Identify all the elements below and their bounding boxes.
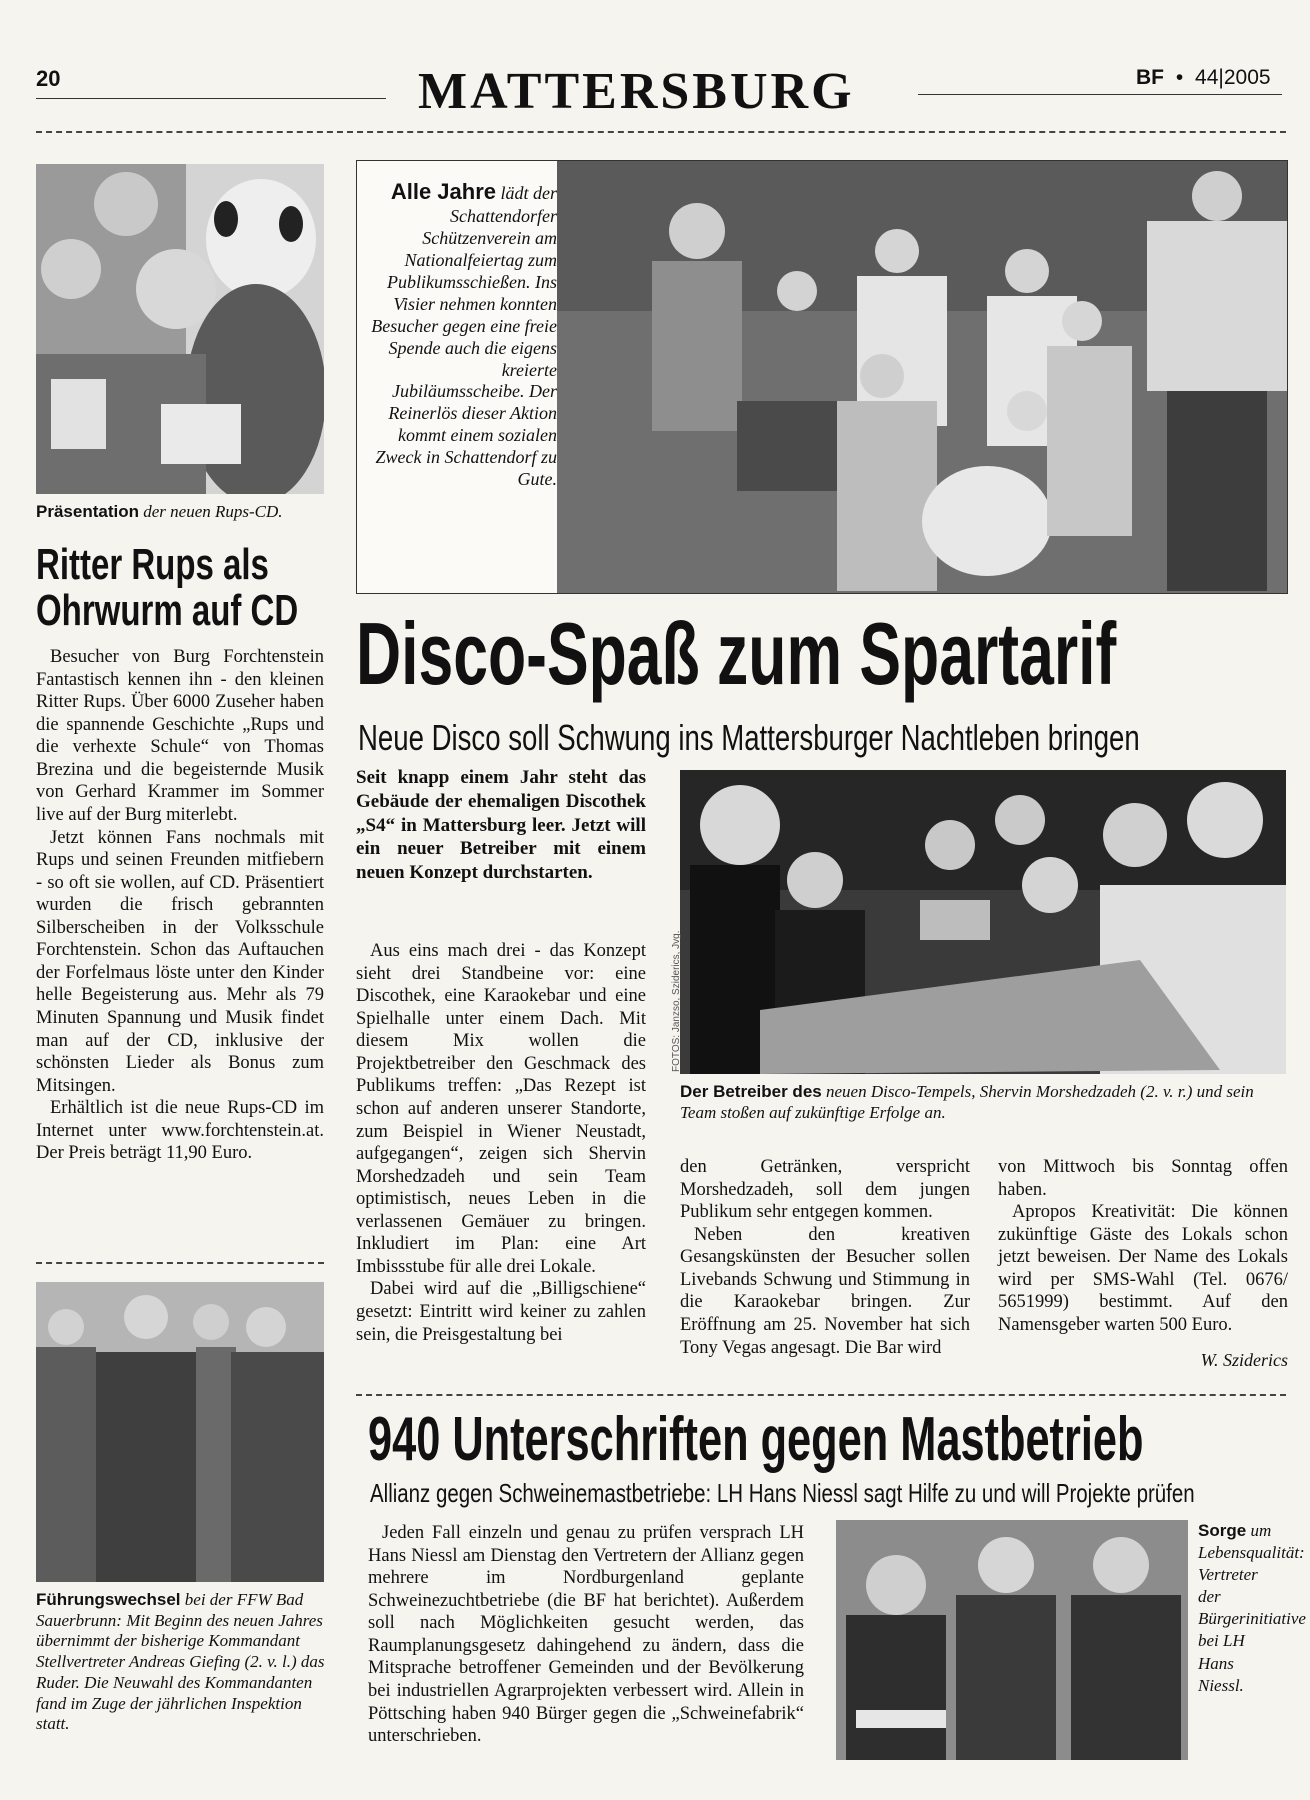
disco-headline: Disco-Spaß zum Spartarif [356, 604, 1117, 703]
mast-caption-text: um Lebensqualität: Vertreter der Bürgerinitiative bei LH Hans Niessl. [1198, 1521, 1306, 1695]
schuetzen-photo [557, 161, 1287, 593]
disco-caption-text: neuen Disco-Tempels, Shervin Morshedzadeh (2. v. r.) und sein Team stoßen auf zukünftige Erfolge an. [680, 1082, 1254, 1122]
rups-paragraph: Besucher von Burg Forchtenstein Fantastisch kennen ihn - den kleinen Ritter Rups. Über 6000 Zuseher haben die spannende Geschichte „Rups und die verhexte Schule“ von Thomas Brezina und die begeisternde Musik von Gerhard Krammer im Sommer live auf der Burg miterlebt. [36, 647, 324, 825]
disco-caption-lead: Der Betreiber des [680, 1082, 822, 1101]
disco-caption [680, 1082, 1286, 1123]
mast-paragraph: Jeden Fall einzeln und genau zu prüfen versprach LH Hans Niessl am Dienstag den Vertretern der Allianz gegen mehrere im Nordburgenland geplante Schweinezuchtbetriebe (die BF hat berichtet). Außerdem soll nach Möglichkeiten gesucht werden, das Raumplanungsgesetz dahingehend zu ändern, dass die Mitsprache betroffener Gemeinden und der Bevölkerung bei industriellen Agrarprojekten verbessert wird. Allein in Pöttsching haben 940 Bürger gegen die „Schweinefabrik“ unterschrieben. [368, 1523, 804, 1747]
ffw-caption-lead: Führungswechsel [36, 1590, 181, 1609]
schuetzen-caption [367, 179, 557, 491]
header-divider [36, 131, 1286, 133]
rups-headline-line1: Ritter Rups als [36, 540, 269, 589]
disco-paragraph: Aus eins mach drei - das Konzept sieht drei Standbeine vor: eine Discothek, eine Karaokebar und eine Spielhalle unter einem Dach. Mit diesem Mix wollen die Projektbetreiber den Geschmack des Publikums treffen: „Das Rezept ist schon auf anderen unserer Standorte, zum Beispiel in Wiener Neustadt, aufgegangen“, zeigen sich Shervin Morshedzadeh und sein Team optimistisch, neues Leben in die verlassenen Gemäuer zu bringen. Inkludiert im Plan: eine Art Imbissstube für alle drei Lokale. [356, 941, 646, 1277]
ffw-caption [36, 1590, 326, 1735]
mast-body [368, 1522, 804, 1748]
disco-photo [680, 770, 1286, 1074]
disco-col1 [356, 940, 646, 1346]
rups-paragraph: Erhältlich ist die neue Rups-CD im Internet unter www.forchtenstein.at. Der Preis beträgt 11,90 Euro. [36, 1098, 324, 1164]
left-divider [36, 1262, 324, 1264]
disco-author: W. Sziderics [1200, 1350, 1288, 1370]
mast-photo [836, 1520, 1188, 1760]
rups-caption-text: der neuen Rups-CD. [143, 502, 283, 521]
header-rule-right [918, 94, 1282, 95]
mast-caption [1198, 1520, 1306, 1697]
disco-lead: Seit knapp einem Jahr steht das Gebäude der ehemaligen Discothek „S4“ in Mattersburg leer. Jetzt will ein neuer Betreiber mit einem neuen Konzept durchstarten. [356, 767, 646, 883]
page-number: 20 [36, 66, 61, 91]
mast-headline: 940 Unterschriften gegen Mastbetrieb [368, 1405, 1144, 1474]
disco-photo-credit: FOTOS: Janzso, Sziderics, Jvg. [671, 930, 682, 1072]
rups-caption [36, 502, 336, 523]
disco-paragraph: den Getränken, verspricht Morshedzadeh, soll dem jungen Publikum sehr entgegen kommen. [680, 1157, 970, 1223]
rups-article-body [36, 646, 324, 1165]
schuetzen-caption-text: lädt der Schattendorfer Schützenverein am Nationalfeiertag zum Publikumsschießen. Ins Visier nehmen konnten Besucher gegen eine freie Spende auch die eigens kreierte Jubiläumsscheibe. Der Reinerlös dieser Aktion kommt einem sozialen Zweck in Schattendorf zu Gute. [371, 183, 557, 490]
disco-paragraph: von Mittwoch bis Sonntag offen haben. [998, 1157, 1288, 1200]
issue-block [1136, 66, 1271, 90]
rups-caption-lead: Präsentation [36, 502, 139, 521]
disco-paragraph: Dabei wird auf die „Billigschiene“ gesetzt: Eintritt wird keiner zu zahlen sein, die Preisgestaltung bei [356, 1279, 646, 1345]
section-title: MATTERSBURG [418, 63, 855, 120]
mast-subheadline: Allianz gegen Schweinemastbetriebe: LH Hans Niessl sagt Hilfe zu und will Projekte prüfen [370, 1478, 1195, 1508]
mast-caption-lead: Sorge [1198, 1521, 1247, 1540]
schuetzen-box [356, 160, 1288, 594]
brand-label: BF [1136, 66, 1164, 89]
rups-paragraph: Jetzt können Fans nochmals mit Rups und seinen Freunden mitfiebern - so oft sie wollen, auf CD. Präsentiert wurden die frisch gebrannten Silberscheiben in der Volksschule Forchtenstein. Schon das Auftauchen der Forfelmaus löste unter den Kinder helle Begeisterung aus. Mehr als 79 Minuten Spannung und Musik findet man auf der CD, inklusive der schönsten Lieder als Bonus zum Mitsingen. [36, 827, 324, 1096]
ffw-caption-text: bei der FFW Bad Sauerbrunn: Mit Beginn des neuen Jahres übernimmt der bisherige Kommandant Stellvertreter Andreas Giefing (2. v. l.) das Ruder. Die Neuwahl des Kommandanten fand im Zuge der jährlichen Inspektion statt. [36, 1590, 325, 1734]
issue-number: 44|2005 [1195, 66, 1271, 89]
bullet: • [1175, 66, 1184, 89]
disco-paragraph: Neben den kreativen Gesangskünsten der Besucher sollen Livebands Schwung und Stimmung in die Karaokebar bringen. Zur Eröffnung am 25. November hat sich Tony Vegas angesagt. Die Bar wird [680, 1224, 970, 1358]
disco-subheadline: Neue Disco soll Schwung ins Mattersburger Nachtleben bringen [358, 717, 1140, 758]
header-rule-left [36, 98, 386, 99]
middle-divider [356, 1394, 1286, 1396]
ffw-photo [36, 1282, 324, 1582]
schuetzen-caption-lead: Alle Jahre [390, 179, 496, 204]
rups-cd-photo [36, 164, 324, 494]
rups-headline [36, 542, 298, 634]
rups-headline-line2: Ohrwurm auf CD [36, 586, 299, 635]
disco-col3 [998, 1156, 1288, 1337]
disco-paragraph: Apropos Kreativität: Die können zukünftige Gäste des Lokals schon jetzt beweisen. Der Name des Lokals wird per SMS-Wahl (Tel. 0676/ 5651999) bestimmt. Auf den Namensgeber warten 500 Euro. [998, 1202, 1288, 1335]
disco-col2 [680, 1156, 970, 1359]
